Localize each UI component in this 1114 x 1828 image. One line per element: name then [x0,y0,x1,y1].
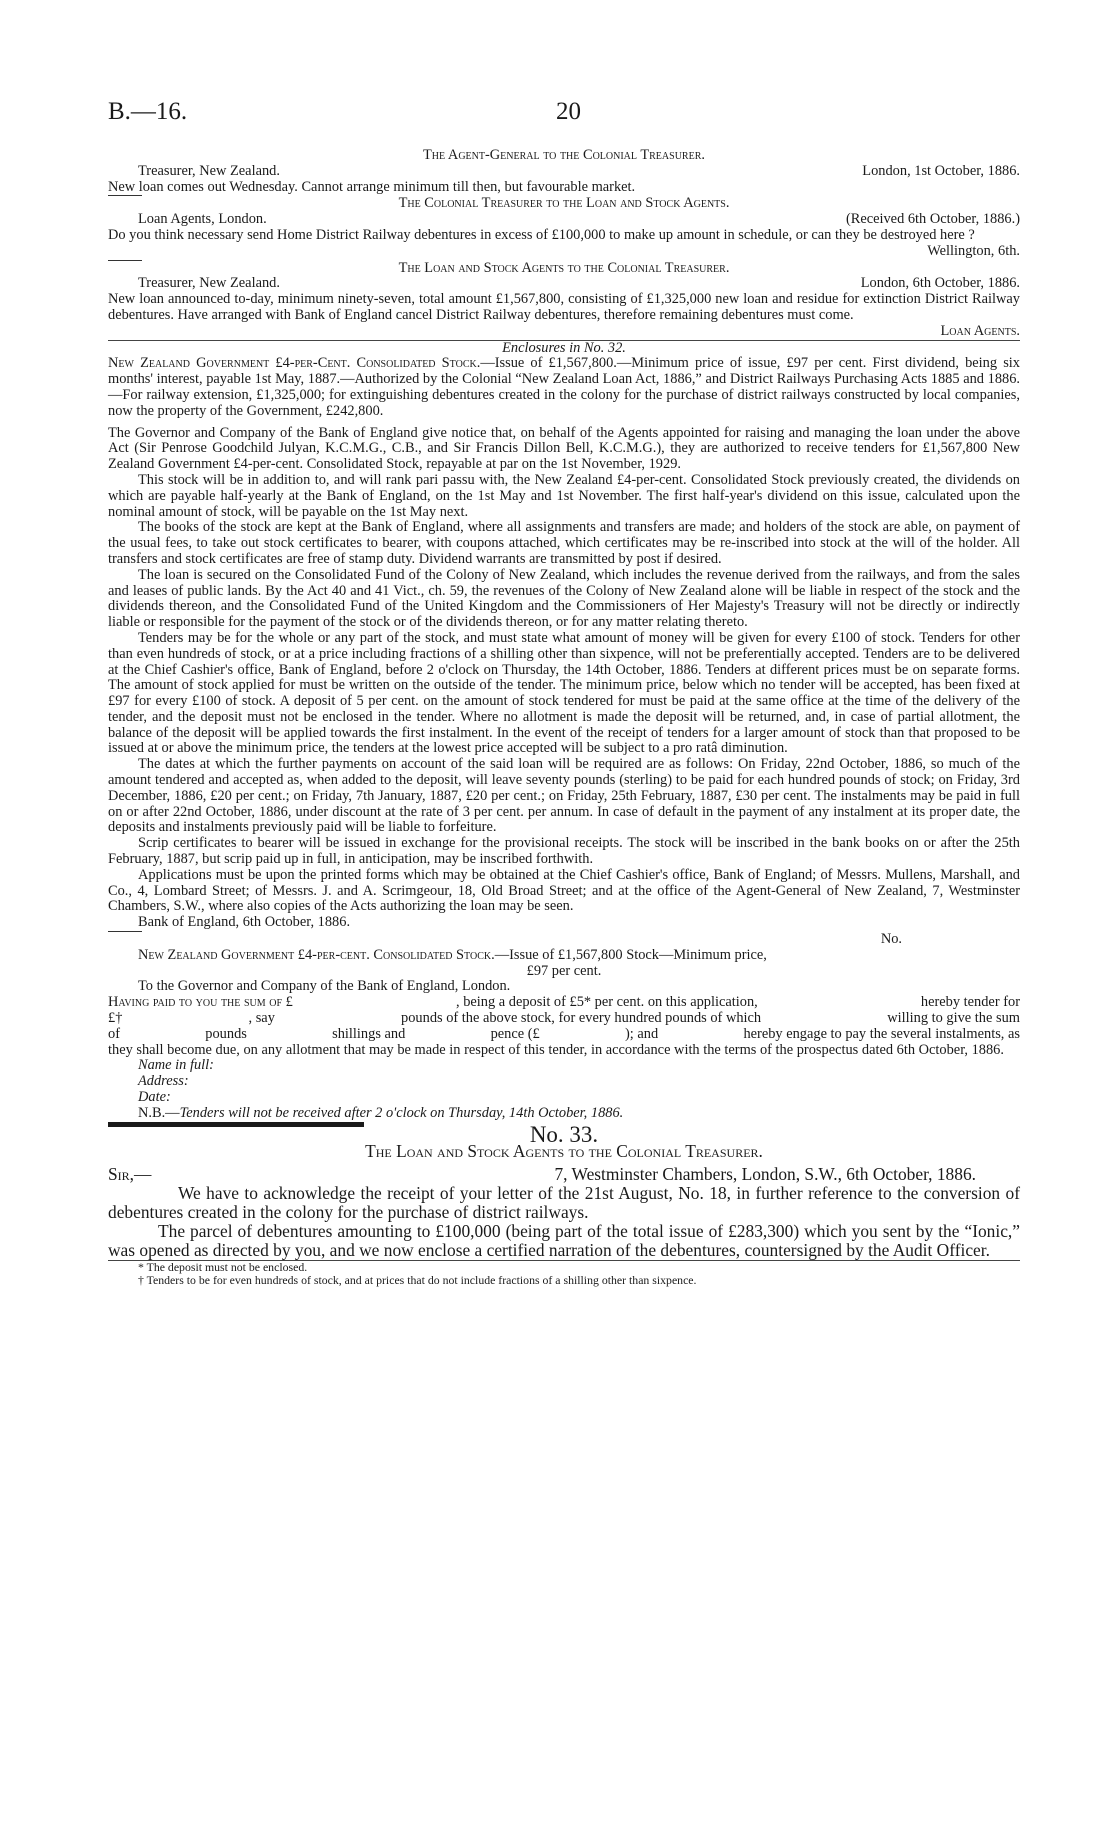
letter2-addressee: Loan Agents, London. [138,211,267,228]
tender-form-price: £97 per cent. [526,962,602,979]
tender-form-text: they shall become due, on any allotment that may be made in respect of this tender, in accordance with the terms of the prospectus dated 6th October, 1886. [108,1041,1004,1058]
letter2-received: (Received 6th October, 1886.) [845,211,1020,228]
enclosures-heading: Enclosures in No. 32. [502,339,626,356]
tender-form-to: To the Governor and Company of the Bank of England, London. [138,978,511,995]
prospectus-intro-text: —Issue of £1,567,800.—Minimum price of issue, £97 per cent. First dividend, being six months' interest, payable 1st May, 1887.—Authorized by the Colonial “New Zealand Loan Act, 1886,” and District Railways Purchasing Acts 1885 and 1886.—For railway extension, £1,325,000; for extinguishing debentures created in the colony for the purchase of district railways constructed by local companies, now the property of the Government, £242,800. [108,355,1020,419]
tender-form-line [108,995,1020,1011]
tender-form-field: hereby tender for [920,994,1020,1011]
page-body [108,148,1020,1287]
tender-form-title-caps: New Zealand Government £4-per-cent. Consolidated Stock. [138,946,495,963]
prospectus-paragraph: This stock will be in addition to, and will rank pari passu with, the New Zealand £4-per-cent. Consolidated Stock previously created, the dividends on which are payable half-yearly at the Bank of England, on the 1st May and 1st November. The first half-year's dividend on this issue, calculated upon the nominal amount of stock, will be payable on the 1st May next. [108,471,1020,520]
letter1-addressee: Treasurer, New Zealand. [138,162,280,179]
prospectus-paragraph: The loan is secured on the Consolidated Fund of the Colony of New Zealand, which includes the revenue derived from the railways, and from the sales and leases of public lands. By the Act 40 and 41 Vict., ch. 59, the revenues of the Colony of New Zealand alone will be liable in respect of the stock and the dividends thereon, and the Consolidated Fund of the United Kingdom and the Commissioners of Her Majesty's Treasury will not be directly or indirectly liable or responsible for the payment of the stock or of the dividends thereon, or for any matter relating thereto. [108,566,1020,631]
no33-paragraph: The parcel of debentures amounting to £100,000 (being part of the total issue of £283,300) which you sent by the “Ionic,” was opened as directed by you, and we now enclose a certified narration of the debentures, countersigned by the Audit Officer. [108,1221,1020,1261]
prospectus-paragraph: Scrip certificates to bearer will be issued in exchange for the provisional receipts. The stock will be inscribed in the bank books on or after the 25th February, 1887, but scrip paid up in full, in anticipation, may be inscribed forthwith. [108,835,1020,868]
tender-form-field: hereby engage to pay the several instalments, as [743,1025,1020,1042]
letter3-sign: Loan Agents. [940,322,1020,339]
no33-salutation-row [108,1165,1020,1184]
tender-form-field: £† [108,1010,123,1027]
prospectus-title: New Zealand Government £4-per-Cent. Consolidated Stock. [108,355,481,372]
tender-number-label: No. [880,931,902,948]
tender-nb-label: N.B.— [138,1104,180,1121]
prospectus-paragraph: Applications must be upon the printed forms which may be obtained at the Chief Cashier's office, Bank of England; of Messrs. Mullens, Marshall, and Co., 4, Lombard Street; of Messrs. J. and A. Scrimgeour, 18, Old Broad Street; and at the office of the Agent-General of New Zealand, 7, Westminster Chambers, S.W., where also copies of the Acts authorizing the loan may be seen. [108,866,1020,915]
tender-form-field: pounds [205,1025,247,1042]
letter3-place-date: London, 6th October, 1886. [860,275,1020,292]
tender-name-field: Name in full: [138,1057,214,1074]
document-reference: B.—16. [108,98,188,125]
letter3-addressee: Treasurer, New Zealand. [138,275,280,292]
tender-nb [108,1106,1020,1122]
letter1-address-row [108,164,1020,180]
tender-form-title-rest: —Issue of £1,567,800 Stock—Minimum price, [494,946,767,963]
tender-form-field: , being a deposit of £5* per cent. on this application, [456,994,758,1011]
footnote: * The deposit must not be enclosed. [138,1260,308,1275]
prospectus-paragraph: The Governor and Company of the Bank of England give notice that, on behalf of the Agents appointed for raising and managing the loan under the above Act (Sir Penrose Goodchild Julyan, K.C.M.G., C.B., and Sir Francis Dillon Bell, K.C.M.G.), they are authorized to receive tenders for £1,567,800 New Zealand Government £4-per-cent. Consolidated Stock, repayable at par on the 1st November, 1929. [108,424,1020,473]
tender-form-field: Having paid to you the sum of £ [108,994,293,1011]
tender-form-field: , say [248,1010,275,1027]
letter1-heading: The Agent-General to the Colonial Treasurer. [423,147,705,163]
tender-form-line [108,1011,1020,1027]
tender-form-field: pounds of the above stock, for every hundred pounds of which [401,1010,762,1027]
letter3-body: New loan announced to-day, minimum ninety-seven, total amount £1,567,800, consisting of £1,325,000 new loan and residue for extinction District Railway debentures. Have arranged with Bank of England cancel District Railway debentures, therefore remaining debentures must come. [108,291,1020,323]
tender-form-field: ); and [625,1025,659,1042]
page-number: 20 [556,98,581,125]
tender-form-title [108,948,1020,964]
prospectus-sign: Bank of England, 6th October, 1886. [138,914,351,931]
no33-heading: The Loan and Stock Agents to the Colonial Treasurer. [365,1141,763,1162]
no33-address-date: 7, Westminster Chambers, London, S.W., 6th October, 1886. [554,1164,976,1185]
letter3-address-row [108,276,1020,292]
letter2-body: Do you think necessary send Home District Railway debentures in excess of £100,000 to make up amount in schedule, or can they be destroyed here ? [108,226,975,243]
no33-salutation: Sir,— [108,1164,152,1185]
tender-date-field: Date: [138,1089,171,1106]
footnote: † Tenders to be for even hundreds of stock, and at prices that do not include fractions of a shilling other than sixpence. [138,1273,697,1288]
prospectus-intro [108,356,1020,419]
letter1-place-date: London, 1st October, 1886. [862,162,1020,179]
prospectus-paragraph: The dates at which the further payments on account of the said loan will be required are as follows: On Friday, 22nd October, 1886, so much of the amount tendered and accepted as, when added to the deposit, will leave seventy pounds (sterling) to be paid for each hundred pounds of stock; on Friday, 3rd December, 1886, £20 per cent.; on Friday, 7th January, 1887, £20 per cent.; on Friday, 25th February, 1887, £30 per cent. The instalments may be paid in full on or after 22nd October, 1886, under discount at the rate of 3 per cent. per annum. In case of default in the payment of any instalment at its proper date, the deposits and instalments previously paid will be liable to forfeiture. [108,756,1020,836]
letter2-heading: The Colonial Treasurer to the Loan and Stock Agents. [398,195,730,212]
tender-form-field: pence (£ [490,1025,540,1042]
letter2-sign: Wellington, 6th. [927,242,1020,259]
letter3-heading: The Loan and Stock Agents to the Colonial Treasurer. [398,259,730,276]
tender-form-field: of [108,1025,120,1042]
prospectus-paragraph: The books of the stock are kept at the Bank of England, where all assignments and transfers are made; and holders of the stock are able, on payment of the usual fees, to take out stock certificates to bearer, with coupons attached, which certificates may be re-inscribed into stock at the will of the holder. All transfers and stock certificates are free of stamp duty. Dividend warrants are transmitted by post if desired. [108,519,1020,567]
letter-number: No. 33. [529,1121,599,1147]
tender-form-field: shillings and [332,1025,406,1042]
letter2-address-row [108,212,1020,228]
no33-paragraph: We have to acknowledge the receipt of your letter of the 21st August, No. 18, in further reference to the conversion of debentures created in the colony for the purchase of district railways. [108,1183,1020,1223]
tender-address-field: Address: [138,1073,189,1090]
tender-form-line [108,1027,1020,1043]
letter1-body: New loan comes out Wednesday. Cannot arrange minimum till then, but favourable market. [108,178,636,195]
prospectus-paragraph: Tenders may be for the whole or any part of the stock, and must state what amount of money will be given for every £100 of stock. Tenders for other than even hundreds of stock, or at a price including fractions of a shilling other than sixpence, will not be preferentially accepted. Tenders are to be delivered at the Chief Cashier's office, Bank of England, before 2 o'clock on Thursday, the 14th October, 1886. Tenders at different prices must be on separate forms. The amount of stock applied for must be written on the outside of the tender. The minimum price, below which no tender will be accepted, has been fixed at £97 for every £100 of stock. A deposit of 5 per cent. on the amount of stock tendered for must be paid at the same office at the time of the delivery of the tender, and the deposit must not be enclosed in the tender. Where no allotment is made the deposit will be returned, and, in case of partial allotment, the balance of the deposit will be applied towards the first instalment. In the event of the receipt of tenders for a larger amount of stock than that proposed to be issued at or above the minimum price, the tenders at the lowest price accepted will be subject to a pro ratâ diminution. [108,629,1020,757]
tender-nb-text: Tenders will not be received after 2 o'clock on Thursday, 14th October, 1886. [179,1104,624,1121]
tender-form-field: willing to give the sum [887,1010,1020,1027]
